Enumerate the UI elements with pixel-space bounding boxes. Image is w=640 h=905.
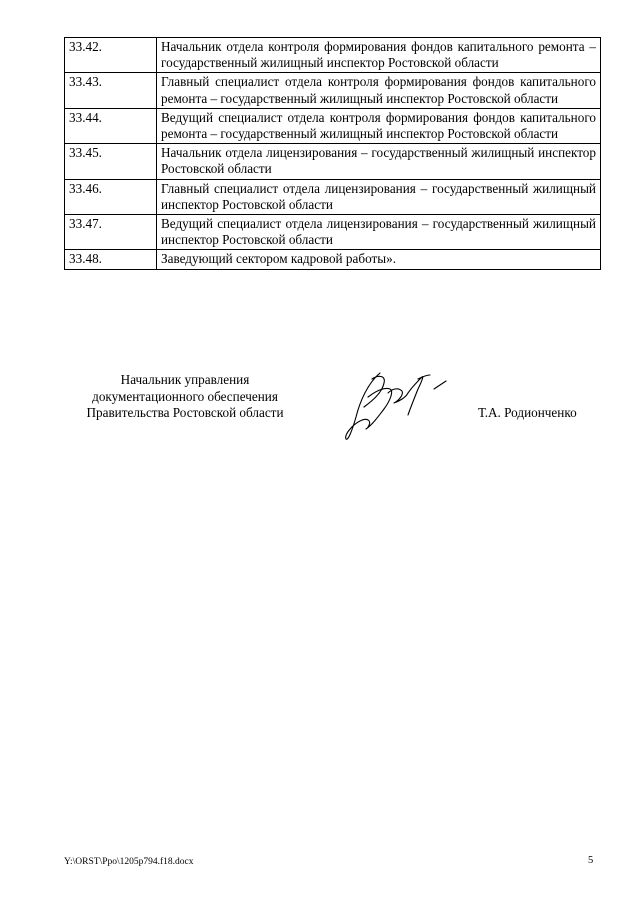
positions-table (64, 37, 601, 270)
row-position-title: Главный специалист отдела контроля формирования фондов капитального ремонта – государственный жилищный инспектор Ростовской области (157, 73, 601, 108)
table-row (65, 179, 601, 214)
signatory-name: Т.А. Родионченко (478, 405, 577, 420)
table-row (65, 215, 601, 250)
row-position-title: Ведущий специалист отдела лицензирования – государственный жилищный инспектор Ростовской области (157, 215, 601, 250)
table-row (65, 73, 601, 108)
signatory-title (60, 372, 310, 422)
row-number: 33.44. (65, 108, 157, 143)
row-position-title: Главный специалист отдела лицензирования – государственный жилищный инспектор Ростовской области (157, 179, 601, 214)
signatory-title-line: Начальник управления (120, 372, 250, 387)
row-number: 33.48. (65, 250, 157, 269)
row-number: 33.47. (65, 215, 157, 250)
row-position-title: Начальник отдела лицензирования – государственный жилищный инспектор Ростовской области (157, 144, 601, 179)
table-row (65, 144, 601, 179)
row-number: 33.42. (65, 38, 157, 73)
row-position-title: Заведующий сектором кадровой работы». (157, 250, 601, 269)
signatory-title-line: Правительства Ростовской области (86, 405, 284, 421)
handwritten-signature (338, 367, 458, 457)
row-position-title: Ведущий специалист отдела контроля формирования фондов капитального ремонта – государственный жилищный инспектор Ростовской области (157, 108, 601, 143)
row-number: 33.45. (65, 144, 157, 179)
signatory-title-line: документационного обеспечения (92, 388, 278, 404)
table-row (65, 250, 601, 269)
footer-file-path: Y:\ORST\Ppo\1205p794.f18.docx (64, 857, 194, 867)
row-number: 33.46. (65, 179, 157, 214)
row-position-title: Начальник отдела контроля формирования фондов капитального ремонта – государственный жилищный инспектор Ростовской области (157, 38, 601, 73)
table-row (65, 108, 601, 143)
row-number: 33.43. (65, 73, 157, 108)
page-number: 5 (588, 855, 594, 866)
table-row (65, 38, 601, 73)
